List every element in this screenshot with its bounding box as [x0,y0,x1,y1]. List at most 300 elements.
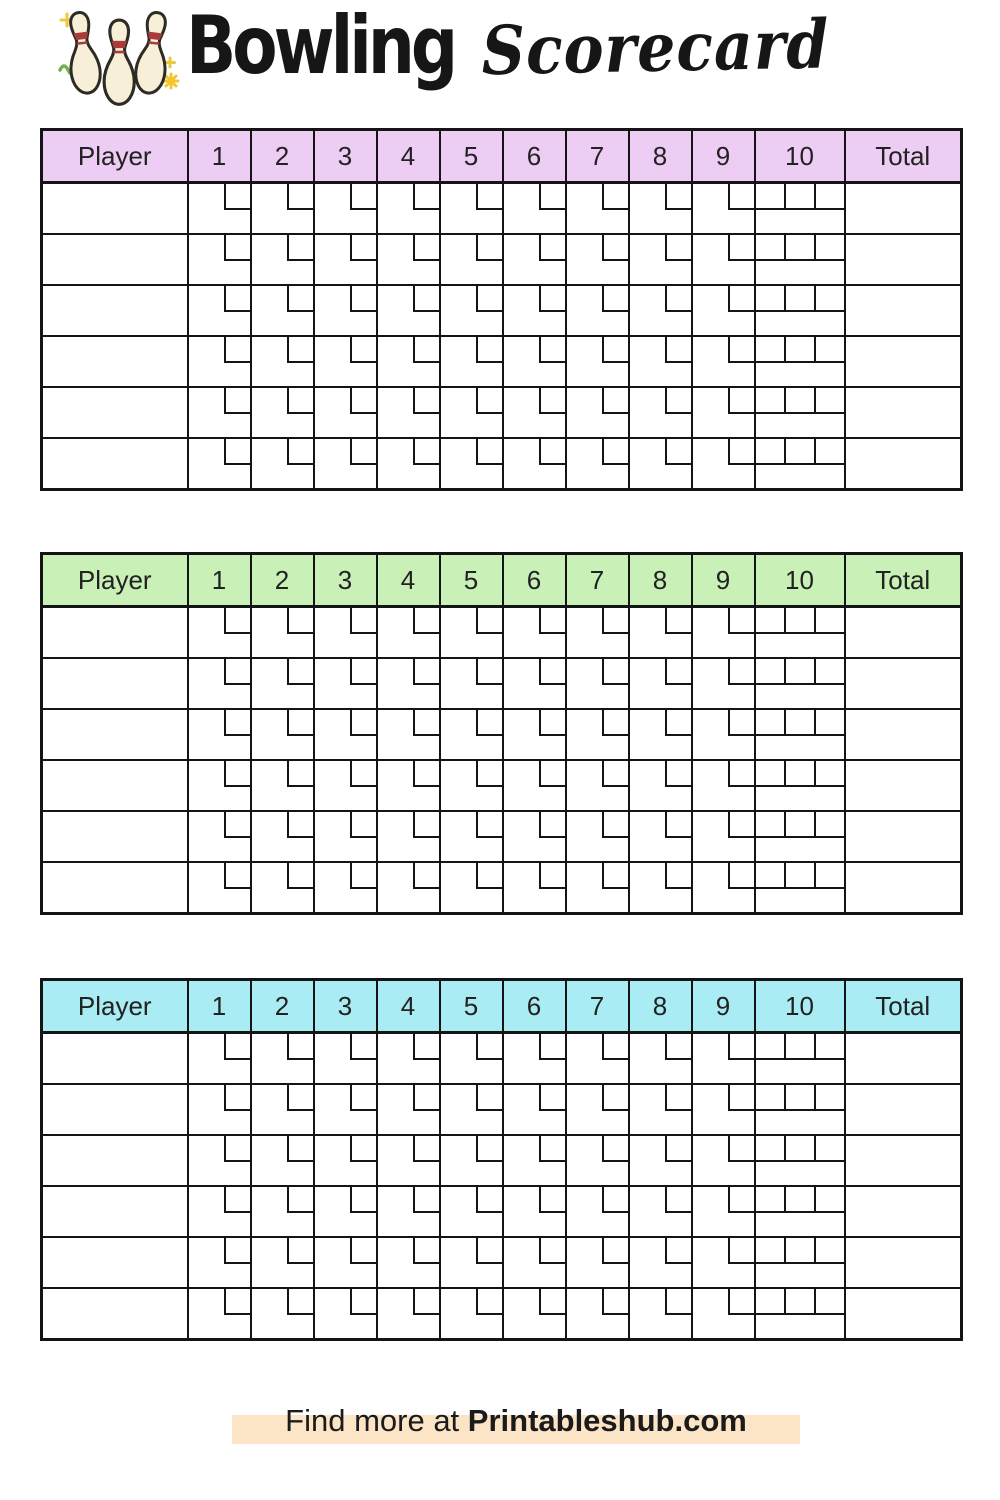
frame-3-cell[interactable] [314,658,377,709]
frame-5-cell[interactable] [440,760,503,811]
roll-box[interactable] [224,184,250,210]
roll-box[interactable] [665,286,691,312]
frame-1-cell[interactable] [188,658,251,709]
frame-8-cell[interactable] [629,1186,692,1237]
roll-box[interactable] [665,1136,691,1162]
frame-7-cell[interactable] [566,811,629,862]
roll-box[interactable] [539,659,565,685]
roll-box[interactable] [539,1238,565,1264]
frame-10-cell[interactable] [755,709,845,760]
roll-box[interactable] [287,761,313,787]
frame-5-cell[interactable] [440,862,503,914]
roll-box[interactable] [350,235,376,261]
roll-box[interactable] [476,1085,502,1111]
total-cell[interactable] [845,1288,962,1340]
frame-3-cell[interactable] [314,1033,377,1085]
player-name-cell[interactable] [42,285,188,336]
roll-box[interactable] [816,863,844,889]
roll-box[interactable] [539,812,565,838]
frame-8-cell[interactable] [629,234,692,285]
frame-6-cell[interactable] [503,1237,566,1288]
roll-box[interactable] [756,184,786,210]
roll-box[interactable] [539,1136,565,1162]
frame-9-cell[interactable] [692,607,755,659]
roll-box[interactable] [413,235,439,261]
roll-box[interactable] [287,388,313,414]
roll-box[interactable] [476,235,502,261]
frame-4-cell[interactable] [377,1288,440,1340]
roll-box[interactable] [413,1034,439,1060]
roll-box[interactable] [476,1238,502,1264]
frame-7-cell[interactable] [566,1288,629,1340]
frame-9-cell[interactable] [692,438,755,490]
frame-4-cell[interactable] [377,658,440,709]
roll-box[interactable] [350,863,376,889]
frame-8-cell[interactable] [629,438,692,490]
roll-box[interactable] [602,608,628,634]
roll-box[interactable] [756,1034,786,1060]
roll-box[interactable] [786,812,816,838]
roll-box[interactable] [350,1289,376,1315]
frame-3-cell[interactable] [314,285,377,336]
frame-1-cell[interactable] [188,234,251,285]
frame-3-cell[interactable] [314,811,377,862]
total-cell[interactable] [845,1084,962,1135]
roll-box[interactable] [728,184,754,210]
frame-6-cell[interactable] [503,336,566,387]
frame-2-cell[interactable] [251,1288,314,1340]
roll-box[interactable] [476,710,502,736]
roll-box[interactable] [602,1034,628,1060]
total-cell[interactable] [845,1135,962,1186]
frame-10-cell[interactable] [755,285,845,336]
roll-box[interactable] [350,184,376,210]
frame-2-cell[interactable] [251,862,314,914]
roll-box[interactable] [665,439,691,465]
frame-5-cell[interactable] [440,1084,503,1135]
roll-box[interactable] [728,812,754,838]
roll-box[interactable] [413,1187,439,1213]
frame-4-cell[interactable] [377,1033,440,1085]
roll-box[interactable] [224,659,250,685]
frame-10-cell[interactable] [755,183,845,235]
roll-box[interactable] [786,235,816,261]
frame-8-cell[interactable] [629,1237,692,1288]
player-name-cell[interactable] [42,1237,188,1288]
roll-box[interactable] [350,1034,376,1060]
frame-5-cell[interactable] [440,1135,503,1186]
roll-box[interactable] [665,710,691,736]
roll-box[interactable] [756,1187,786,1213]
roll-box[interactable] [287,710,313,736]
roll-box[interactable] [665,1238,691,1264]
player-name-cell[interactable] [42,438,188,490]
frame-9-cell[interactable] [692,709,755,760]
roll-box[interactable] [786,1289,816,1315]
footer-site-link[interactable]: Printableshub.com [467,1403,747,1438]
frame-4-cell[interactable] [377,285,440,336]
roll-box[interactable] [476,1034,502,1060]
frame-7-cell[interactable] [566,438,629,490]
frame-8-cell[interactable] [629,1084,692,1135]
roll-box[interactable] [602,439,628,465]
roll-box[interactable] [224,235,250,261]
frame-1-cell[interactable] [188,1288,251,1340]
frame-3-cell[interactable] [314,387,377,438]
roll-box[interactable] [350,710,376,736]
roll-box[interactable] [350,659,376,685]
roll-box[interactable] [539,439,565,465]
roll-box[interactable] [224,863,250,889]
total-cell[interactable] [845,1237,962,1288]
frame-6-cell[interactable] [503,709,566,760]
frame-5-cell[interactable] [440,1288,503,1340]
roll-box[interactable] [350,761,376,787]
frame-7-cell[interactable] [566,607,629,659]
roll-box[interactable] [786,388,816,414]
frame-1-cell[interactable] [188,1135,251,1186]
roll-box[interactable] [350,1187,376,1213]
frame-6-cell[interactable] [503,1186,566,1237]
roll-box[interactable] [602,659,628,685]
roll-box[interactable] [786,1238,816,1264]
player-name-cell[interactable] [42,1033,188,1085]
frame-5-cell[interactable] [440,709,503,760]
roll-box[interactable] [224,1187,250,1213]
roll-box[interactable] [350,388,376,414]
roll-box[interactable] [287,1034,313,1060]
frame-4-cell[interactable] [377,607,440,659]
roll-box[interactable] [287,1085,313,1111]
total-cell[interactable] [845,438,962,490]
frame-6-cell[interactable] [503,607,566,659]
roll-box[interactable] [786,1085,816,1111]
roll-box[interactable] [413,761,439,787]
frame-4-cell[interactable] [377,336,440,387]
frame-6-cell[interactable] [503,760,566,811]
frame-10-cell[interactable] [755,1288,845,1340]
roll-box[interactable] [224,710,250,736]
frame-1-cell[interactable] [188,183,251,235]
frame-8-cell[interactable] [629,760,692,811]
frame-10-cell[interactable] [755,811,845,862]
roll-box[interactable] [224,1136,250,1162]
roll-box[interactable] [816,1187,844,1213]
frame-7-cell[interactable] [566,658,629,709]
frame-7-cell[interactable] [566,760,629,811]
roll-box[interactable] [728,1136,754,1162]
roll-box[interactable] [816,1136,844,1162]
roll-box[interactable] [756,388,786,414]
roll-box[interactable] [602,1136,628,1162]
player-name-cell[interactable] [42,760,188,811]
roll-box[interactable] [816,235,844,261]
frame-3-cell[interactable] [314,862,377,914]
roll-box[interactable] [756,608,786,634]
roll-box[interactable] [413,659,439,685]
roll-box[interactable] [476,1187,502,1213]
frame-2-cell[interactable] [251,658,314,709]
roll-box[interactable] [728,1034,754,1060]
roll-box[interactable] [665,659,691,685]
roll-box[interactable] [602,337,628,363]
roll-box[interactable] [756,812,786,838]
total-cell[interactable] [845,234,962,285]
roll-box[interactable] [350,439,376,465]
roll-box[interactable] [756,1136,786,1162]
frame-2-cell[interactable] [251,234,314,285]
roll-box[interactable] [224,439,250,465]
frame-6-cell[interactable] [503,1135,566,1186]
frame-9-cell[interactable] [692,1237,755,1288]
frame-4-cell[interactable] [377,438,440,490]
frame-1-cell[interactable] [188,336,251,387]
roll-box[interactable] [539,1187,565,1213]
roll-box[interactable] [539,184,565,210]
frame-10-cell[interactable] [755,1135,845,1186]
roll-box[interactable] [476,761,502,787]
roll-box[interactable] [539,388,565,414]
frame-5-cell[interactable] [440,607,503,659]
frame-8-cell[interactable] [629,1135,692,1186]
frame-8-cell[interactable] [629,285,692,336]
frame-7-cell[interactable] [566,1186,629,1237]
frame-5-cell[interactable] [440,285,503,336]
frame-4-cell[interactable] [377,811,440,862]
roll-box[interactable] [287,1136,313,1162]
roll-box[interactable] [756,337,786,363]
frame-8-cell[interactable] [629,183,692,235]
total-cell[interactable] [845,1186,962,1237]
roll-box[interactable] [602,286,628,312]
frame-2-cell[interactable] [251,336,314,387]
frame-9-cell[interactable] [692,285,755,336]
roll-box[interactable] [602,388,628,414]
frame-10-cell[interactable] [755,658,845,709]
frame-3-cell[interactable] [314,760,377,811]
frame-4-cell[interactable] [377,1084,440,1135]
frame-7-cell[interactable] [566,285,629,336]
roll-box[interactable] [665,235,691,261]
player-name-cell[interactable] [42,811,188,862]
frame-10-cell[interactable] [755,862,845,914]
roll-box[interactable] [756,286,786,312]
roll-box[interactable] [665,337,691,363]
roll-box[interactable] [287,659,313,685]
roll-box[interactable] [665,1085,691,1111]
frame-10-cell[interactable] [755,387,845,438]
frame-3-cell[interactable] [314,336,377,387]
frame-3-cell[interactable] [314,1288,377,1340]
frame-8-cell[interactable] [629,709,692,760]
roll-box[interactable] [476,659,502,685]
roll-box[interactable] [816,388,844,414]
roll-box[interactable] [816,1238,844,1264]
frame-8-cell[interactable] [629,336,692,387]
roll-box[interactable] [224,812,250,838]
frame-2-cell[interactable] [251,1237,314,1288]
roll-box[interactable] [602,235,628,261]
frame-4-cell[interactable] [377,1135,440,1186]
frame-7-cell[interactable] [566,862,629,914]
roll-box[interactable] [786,863,816,889]
roll-box[interactable] [287,608,313,634]
roll-box[interactable] [602,812,628,838]
total-cell[interactable] [845,285,962,336]
frame-6-cell[interactable] [503,234,566,285]
roll-box[interactable] [413,439,439,465]
frame-2-cell[interactable] [251,438,314,490]
roll-box[interactable] [816,710,844,736]
roll-box[interactable] [224,761,250,787]
frame-3-cell[interactable] [314,1186,377,1237]
roll-box[interactable] [665,812,691,838]
frame-5-cell[interactable] [440,1033,503,1085]
frame-2-cell[interactable] [251,1186,314,1237]
frame-6-cell[interactable] [503,1288,566,1340]
frame-5-cell[interactable] [440,438,503,490]
player-name-cell[interactable] [42,387,188,438]
roll-box[interactable] [665,761,691,787]
frame-1-cell[interactable] [188,438,251,490]
roll-box[interactable] [816,659,844,685]
roll-box[interactable] [224,1289,250,1315]
roll-box[interactable] [756,863,786,889]
roll-box[interactable] [728,439,754,465]
roll-box[interactable] [816,1085,844,1111]
roll-box[interactable] [539,1289,565,1315]
frame-6-cell[interactable] [503,862,566,914]
frame-8-cell[interactable] [629,1288,692,1340]
roll-box[interactable] [786,1187,816,1213]
frame-6-cell[interactable] [503,387,566,438]
frame-2-cell[interactable] [251,760,314,811]
roll-box[interactable] [786,286,816,312]
roll-box[interactable] [665,863,691,889]
roll-box[interactable] [539,863,565,889]
roll-box[interactable] [728,1289,754,1315]
frame-2-cell[interactable] [251,607,314,659]
roll-box[interactable] [350,812,376,838]
roll-box[interactable] [224,286,250,312]
roll-box[interactable] [476,337,502,363]
player-name-cell[interactable] [42,1186,188,1237]
total-cell[interactable] [845,811,962,862]
roll-box[interactable] [224,388,250,414]
frame-9-cell[interactable] [692,387,755,438]
player-name-cell[interactable] [42,607,188,659]
frame-1-cell[interactable] [188,811,251,862]
roll-box[interactable] [665,1289,691,1315]
frame-9-cell[interactable] [692,234,755,285]
roll-box[interactable] [413,1238,439,1264]
roll-box[interactable] [786,1034,816,1060]
frame-6-cell[interactable] [503,658,566,709]
frame-10-cell[interactable] [755,1033,845,1085]
roll-box[interactable] [665,1187,691,1213]
roll-box[interactable] [413,1136,439,1162]
roll-box[interactable] [756,235,786,261]
roll-box[interactable] [816,812,844,838]
roll-box[interactable] [287,439,313,465]
frame-7-cell[interactable] [566,1237,629,1288]
frame-4-cell[interactable] [377,1237,440,1288]
total-cell[interactable] [845,862,962,914]
roll-box[interactable] [539,710,565,736]
frame-7-cell[interactable] [566,183,629,235]
roll-box[interactable] [602,863,628,889]
frame-4-cell[interactable] [377,709,440,760]
frame-6-cell[interactable] [503,285,566,336]
roll-box[interactable] [786,761,816,787]
frame-10-cell[interactable] [755,234,845,285]
frame-5-cell[interactable] [440,387,503,438]
roll-box[interactable] [413,388,439,414]
roll-box[interactable] [756,761,786,787]
frame-2-cell[interactable] [251,1084,314,1135]
frame-8-cell[interactable] [629,658,692,709]
frame-6-cell[interactable] [503,183,566,235]
frame-2-cell[interactable] [251,1033,314,1085]
player-name-cell[interactable] [42,658,188,709]
roll-box[interactable] [816,184,844,210]
frame-2-cell[interactable] [251,183,314,235]
roll-box[interactable] [476,608,502,634]
roll-box[interactable] [786,659,816,685]
roll-box[interactable] [413,710,439,736]
total-cell[interactable] [845,760,962,811]
frame-1-cell[interactable] [188,709,251,760]
frame-8-cell[interactable] [629,862,692,914]
roll-box[interactable] [476,388,502,414]
roll-box[interactable] [476,184,502,210]
frame-9-cell[interactable] [692,811,755,862]
player-name-cell[interactable] [42,709,188,760]
frame-9-cell[interactable] [692,1186,755,1237]
roll-box[interactable] [756,1085,786,1111]
roll-box[interactable] [413,863,439,889]
frame-10-cell[interactable] [755,607,845,659]
player-name-cell[interactable] [42,234,188,285]
frame-4-cell[interactable] [377,234,440,285]
roll-box[interactable] [786,1136,816,1162]
player-name-cell[interactable] [42,336,188,387]
roll-box[interactable] [350,1238,376,1264]
roll-box[interactable] [602,1238,628,1264]
total-cell[interactable] [845,658,962,709]
roll-box[interactable] [539,1085,565,1111]
roll-box[interactable] [224,608,250,634]
frame-9-cell[interactable] [692,862,755,914]
roll-box[interactable] [476,1136,502,1162]
roll-box[interactable] [350,608,376,634]
player-name-cell[interactable] [42,1084,188,1135]
roll-box[interactable] [728,235,754,261]
roll-box[interactable] [224,1238,250,1264]
roll-box[interactable] [539,608,565,634]
roll-box[interactable] [756,659,786,685]
frame-1-cell[interactable] [188,285,251,336]
roll-box[interactable] [539,286,565,312]
roll-box[interactable] [816,337,844,363]
frame-7-cell[interactable] [566,709,629,760]
roll-box[interactable] [728,388,754,414]
roll-box[interactable] [786,184,816,210]
roll-box[interactable] [413,1289,439,1315]
frame-9-cell[interactable] [692,760,755,811]
frame-3-cell[interactable] [314,1084,377,1135]
frame-2-cell[interactable] [251,1135,314,1186]
